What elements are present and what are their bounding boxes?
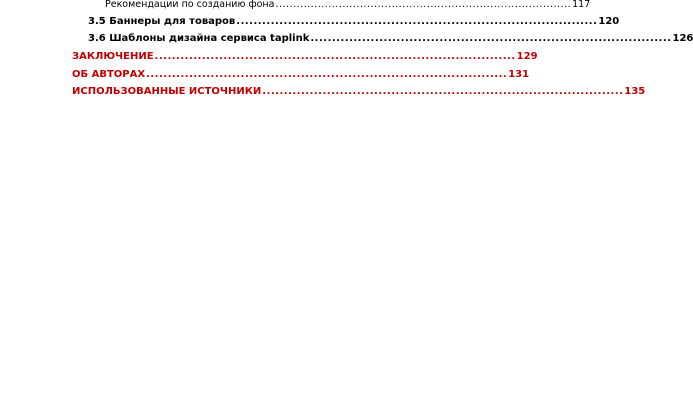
toc-page-number: 131 bbox=[508, 69, 530, 80]
toc-entry-product-banners[interactable] bbox=[88, 16, 620, 27]
toc-page-number: 135 bbox=[624, 86, 646, 97]
toc-page-number: 117 bbox=[572, 0, 591, 10]
toc-dot-leader: .................................................................................... bbox=[146, 69, 508, 80]
toc-dot-leader: .................................................................................... bbox=[275, 0, 572, 10]
toc-entry-label: ИСПОЛЬЗОВАННЫЕ ИСТОЧНИКИ bbox=[72, 86, 262, 97]
toc-entry-label: ОБ АВТОРАХ bbox=[72, 69, 146, 80]
toc-dot-leader: .................................................................................... bbox=[154, 51, 516, 62]
toc-entry-about-authors[interactable] bbox=[72, 69, 530, 80]
toc-dot-leader: .................................................................................... bbox=[262, 86, 624, 97]
toc-page-number: 120 bbox=[598, 16, 620, 27]
toc-dot-leader: .................................................................................... bbox=[236, 16, 598, 27]
toc-entry-label: ЗАКЛЮЧЕНИЕ bbox=[72, 51, 154, 62]
toc-page-number: 129 bbox=[516, 51, 538, 62]
toc-entry-references[interactable] bbox=[72, 86, 646, 97]
toc-entry-label: Рекомендации по созданию фона bbox=[105, 0, 275, 10]
toc-dot-leader: .................................................................................... bbox=[310, 33, 672, 44]
toc-entry-label: 3.6 Шаблоны дизайна сервиса taplink bbox=[88, 33, 310, 44]
toc-entry-taplink-templates[interactable] bbox=[88, 33, 693, 44]
toc-entry-label: 3.5 Баннеры для товаров bbox=[88, 16, 236, 27]
toc-entry-background-recommendations[interactable] bbox=[105, 0, 591, 10]
toc-entry-conclusion[interactable] bbox=[72, 51, 538, 62]
toc-page-number: 126 bbox=[672, 33, 693, 44]
